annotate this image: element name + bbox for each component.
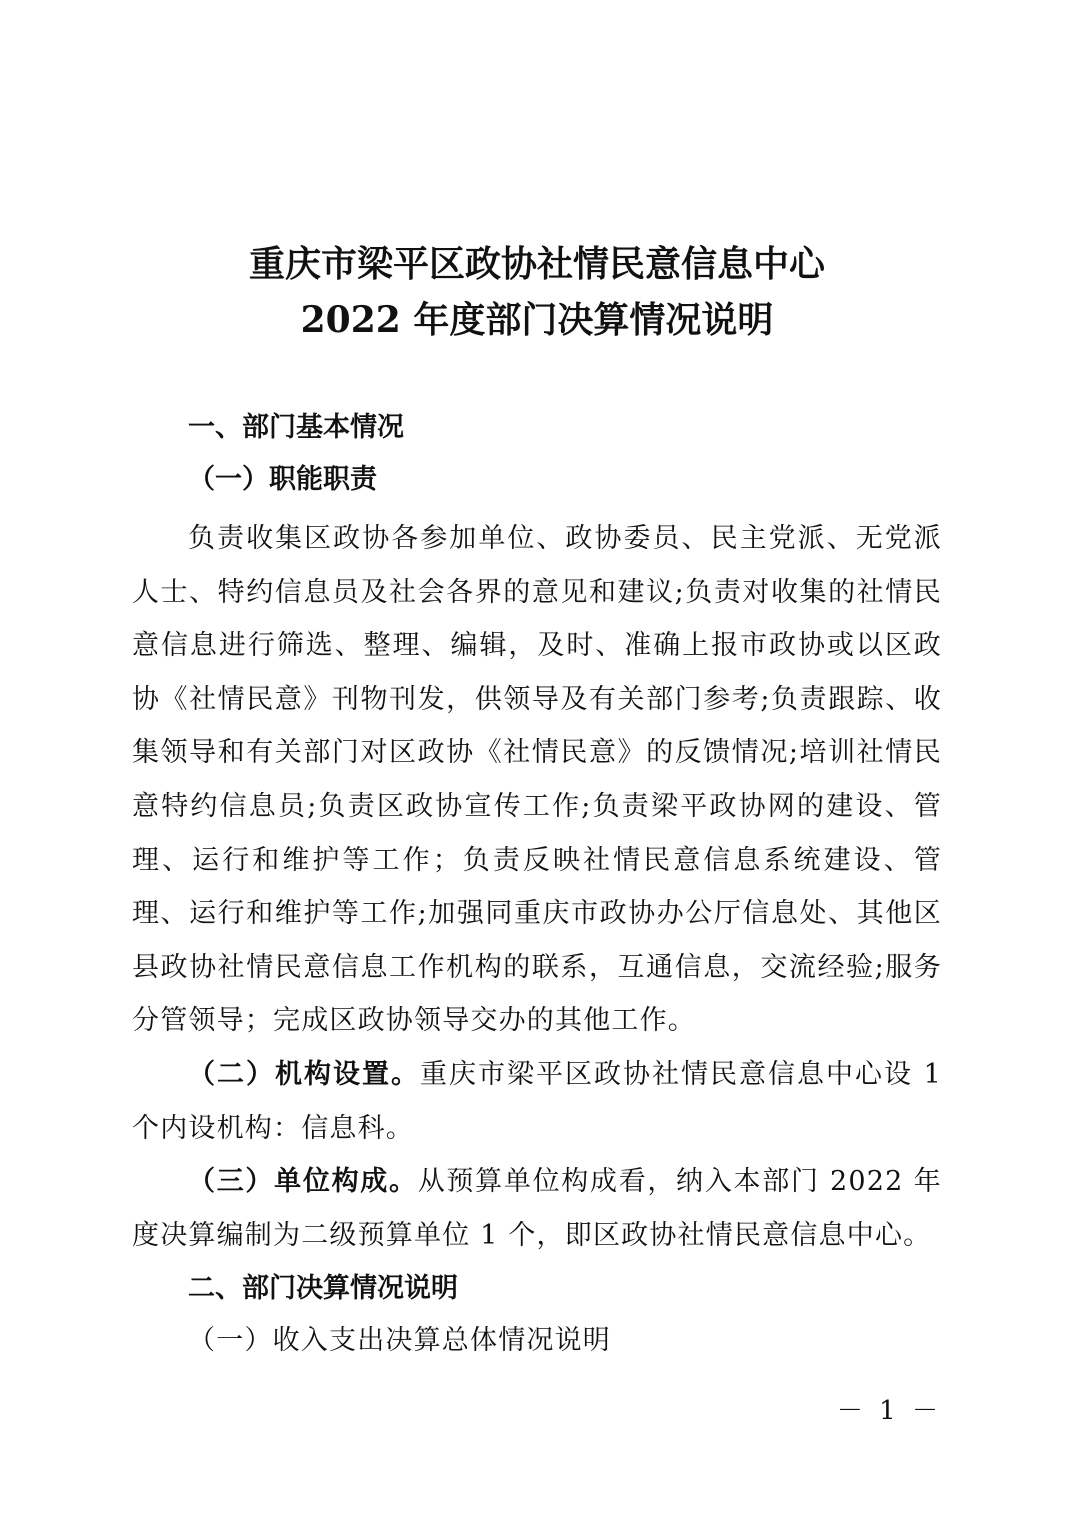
paragraph-organization-lead: （二）机构设置。 — [188, 1059, 421, 1090]
page-number: － 1 － — [836, 1396, 942, 1426]
subsection2-heading: （一）收入支出决算总体情况说明 — [188, 1325, 611, 1356]
paragraph-organization — [132, 1048, 942, 1155]
paragraph-unit-composition — [132, 1155, 942, 1262]
paragraph-unit-composition-lead: （三）单位构成。 — [188, 1166, 418, 1197]
section1-heading: 一、部门基本情况 — [188, 412, 404, 443]
document-title-line1: 重庆市梁平区政协社情民意信息中心 — [248, 243, 825, 285]
document-title-line2: 2022 年度部门决算情况说明 — [300, 299, 774, 341]
subsection1-heading: （一）职能职责 — [188, 464, 377, 495]
section2-heading: 二、部门决算情况说明 — [188, 1273, 458, 1304]
paragraph-duties: 负责收集区政协各参加单位、政协委员、民主党派、无党派人士、特约信息员及社会各界的意见和建议;负责对收集的社情民意信息进行筛选、整理、编辑，及时、准确上报市政协或以区政协《社情民意》刊物刊发，供领导及有关部门参考;负责跟踪、收集领导和有关部门对区政协《社情民意》的反馈情况;培训社情民意特约信息员;负责区政协宣传工作;负责梁平政协网的建设、管理、运行和维护等工作；负责反映社情民意信息系统建设、管理、运行和维护等工作;加强同重庆市政协办公厅信息处、其他区县政协社情民意信息工作机构的联系，互通信息，交流经验;服务分管领导；完成区政协领导交办的其他工作。 — [132, 523, 942, 1037]
paragraph-unit-composition-text: 从预算单位构成看，纳入本部门 2022 年度决算编制为二级预算单位 1 个，即区政协社情民意信息中心。 — [132, 1166, 943, 1251]
paragraph-organization-text: 重庆市梁平区政协社情民意信息中心设 1 个内设机构：信息科。 — [132, 1059, 942, 1144]
